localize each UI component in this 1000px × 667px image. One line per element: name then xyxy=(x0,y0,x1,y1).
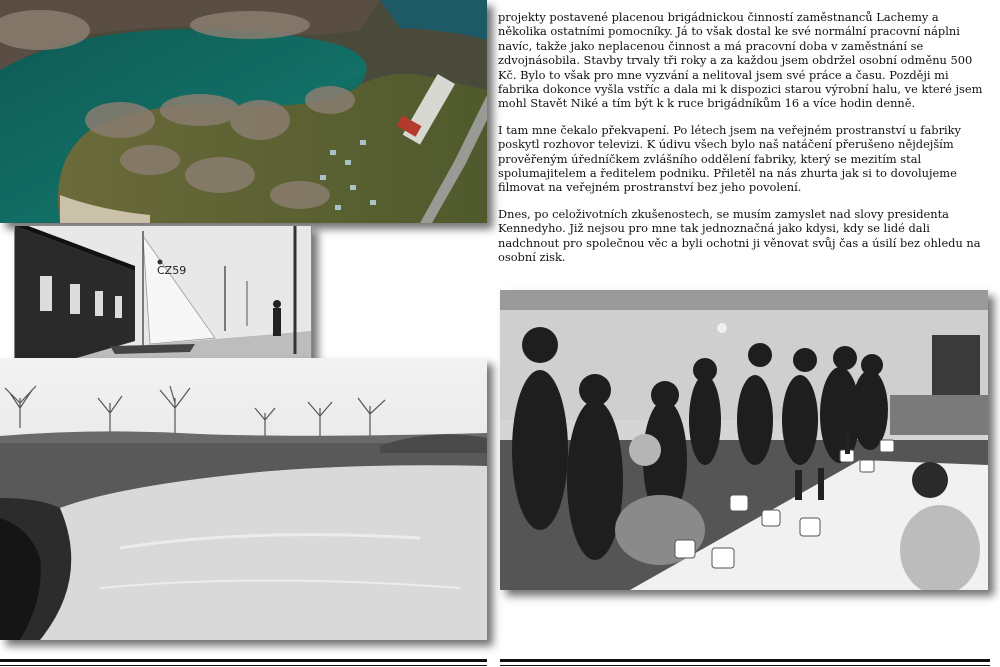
sail-number: CZ59 xyxy=(157,264,187,277)
bottom-rule-left xyxy=(0,659,487,662)
river-bank-photo xyxy=(0,358,487,640)
party-hall-photo xyxy=(500,290,988,590)
bottom-rule-right xyxy=(500,659,990,662)
aerial-lake-photo xyxy=(0,0,487,223)
article-paragraph: Dnes, po celoživotních zkušenostech, se musím zamyslet nad slovy presidenta Kennedyho. Již nejsou pro mne tak jednoznačná jako kdysi, kdy se lidé dali nadchnout pro společnou věc a byli ochotni ji věnovat svůj čas a úsilí bez ohledu na osobní zisk. xyxy=(498,206,981,265)
article-text xyxy=(498,10,990,277)
article-paragraph: projekty postavené placenou brigádnickou činností zaměstnanců Lachemy a několika ostatními pomocníky. Já to však dostal ke své normální pracovní náplni navíc, takže jako neplacenou činnost a má pracovní doba v zaměstnání se zdvojnásobila. Stavby trvaly tři roky a za každou jsem obdržel osobní odměnu 500 Kč. Bylo to však pro mne vyzvání a nelitoval jsem své práce a času. Později mi fabrika dokonce vyšla vstříc a dala mi k dispozici starou výrobní halu, ve které jsem mohl Stavět Niké a tím být k k ruce brigádníkům 16 a více hodin denně. xyxy=(498,10,983,111)
article-paragraph: I tam mne čekalo překvapení. Po létech jsem na veřejném prostranství u fabriky poskytl rozhovor televizi. K údivu všech bylo naš natáčení přerušeno nějdejším prověřeným úředníčkem zvlášního oddělení fabriky, který se mezitím stal spolumajitelem a ředitelem podniku. Přiletěl na nás zhurta jak si to dovolujeme filmovat na veřejném prostranství bez jeho povolení. xyxy=(498,122,961,195)
